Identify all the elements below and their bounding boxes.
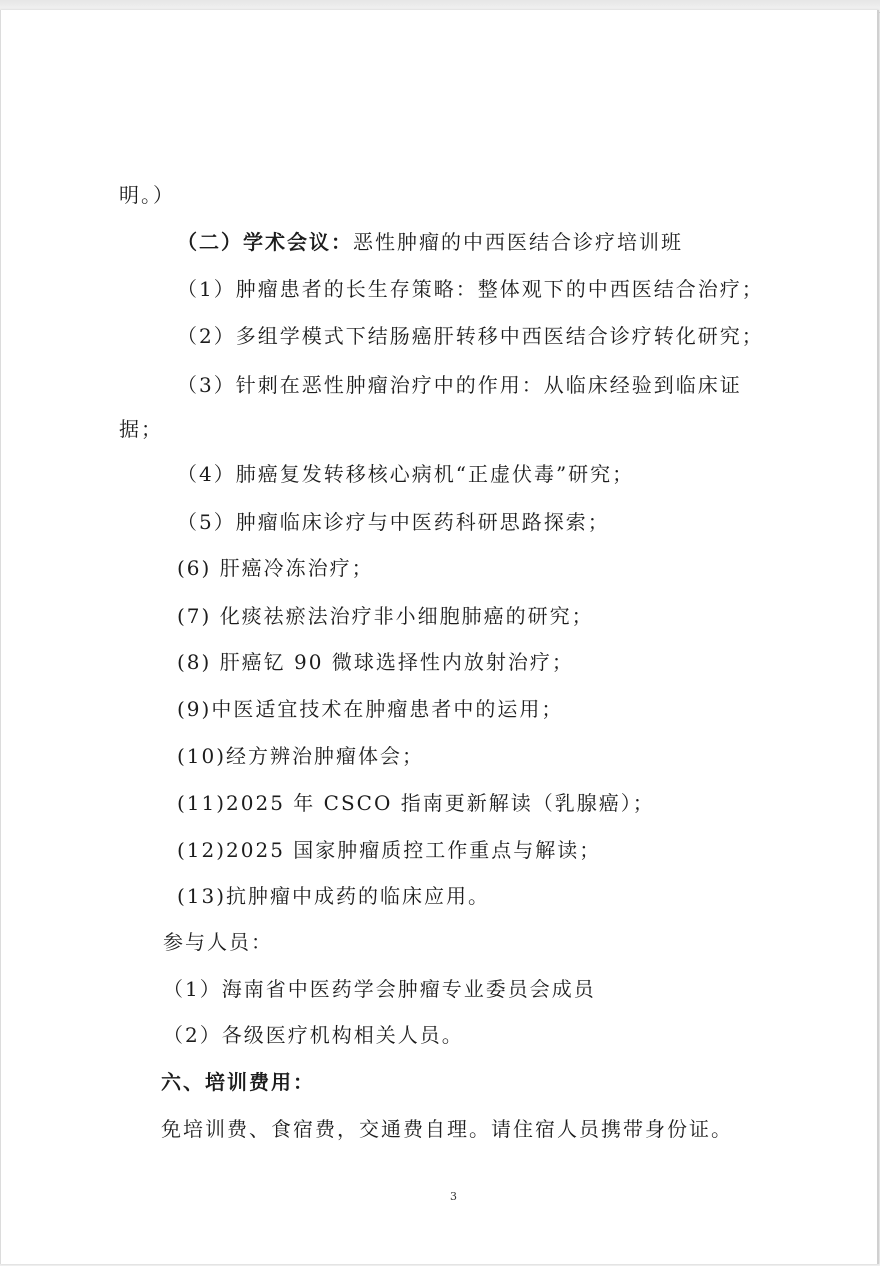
topic-item-13: (13)抗肿瘤中成药的临床应用。: [177, 884, 491, 908]
participants-label: 参与人员：: [163, 930, 273, 954]
page-number: 3: [450, 1190, 457, 1203]
topic-item-4: （4）肺癌复发转移核心病机“正虚伏毒”研究；: [177, 462, 635, 486]
section-6-text: 免培训费、食宿费，交通费自理。请住宿人员携带身份证。: [161, 1117, 733, 1141]
topic-item-2: （2）多组学模式下结肠癌肝转移中西医结合诊疗转化研究；: [177, 324, 764, 348]
topic-item-3: （3）针刺在恶性肿瘤治疗中的作用：从临床经验到临床证: [177, 373, 742, 397]
participant-item-1: （1）海南省中医药学会肿瘤专业委员会成员: [163, 977, 596, 1001]
topic-item-10: (10)经方辨治肿瘤体会；: [177, 744, 425, 768]
topic-item-6: (6) 肝癌冷冻治疗；: [177, 556, 374, 580]
topic-item-7: (7) 化痰祛瘀法治疗非小细胞肺癌的研究；: [177, 604, 594, 628]
topic-item-1: （1）肿瘤患者的长生存策略：整体观下的中西医结合治疗；: [177, 277, 764, 301]
section-6-heading: 六、培训费用：: [161, 1070, 315, 1094]
continuation-text: 明。）: [119, 183, 175, 207]
participant-item-2: （2）各级医疗机构相关人员。: [163, 1023, 464, 1047]
topic-item-8: (8) 肝癌钇 90 微球选择性内放射治疗；: [177, 650, 574, 674]
section-2-heading: [177, 229, 683, 255]
document-page: [0, 10, 879, 1264]
topic-item-12: (12)2025 国家肿瘤质控工作重点与解读；: [177, 838, 602, 862]
topic-item-5: （5）肿瘤临床诊疗与中医药科研思路探索；: [177, 510, 610, 534]
topic-item-9: (9)中医适宜技术在肿瘤患者中的运用；: [177, 697, 564, 721]
section-2-label: （二）学术会议：: [177, 230, 353, 254]
topic-item-3-continued: 据；: [119, 417, 163, 441]
topic-item-11: (11)2025 年 CSCO 指南更新解读（乳腺癌）；: [177, 791, 655, 815]
section-2-title: 恶性肿瘤的中西医结合诊疗培训班: [353, 230, 683, 254]
